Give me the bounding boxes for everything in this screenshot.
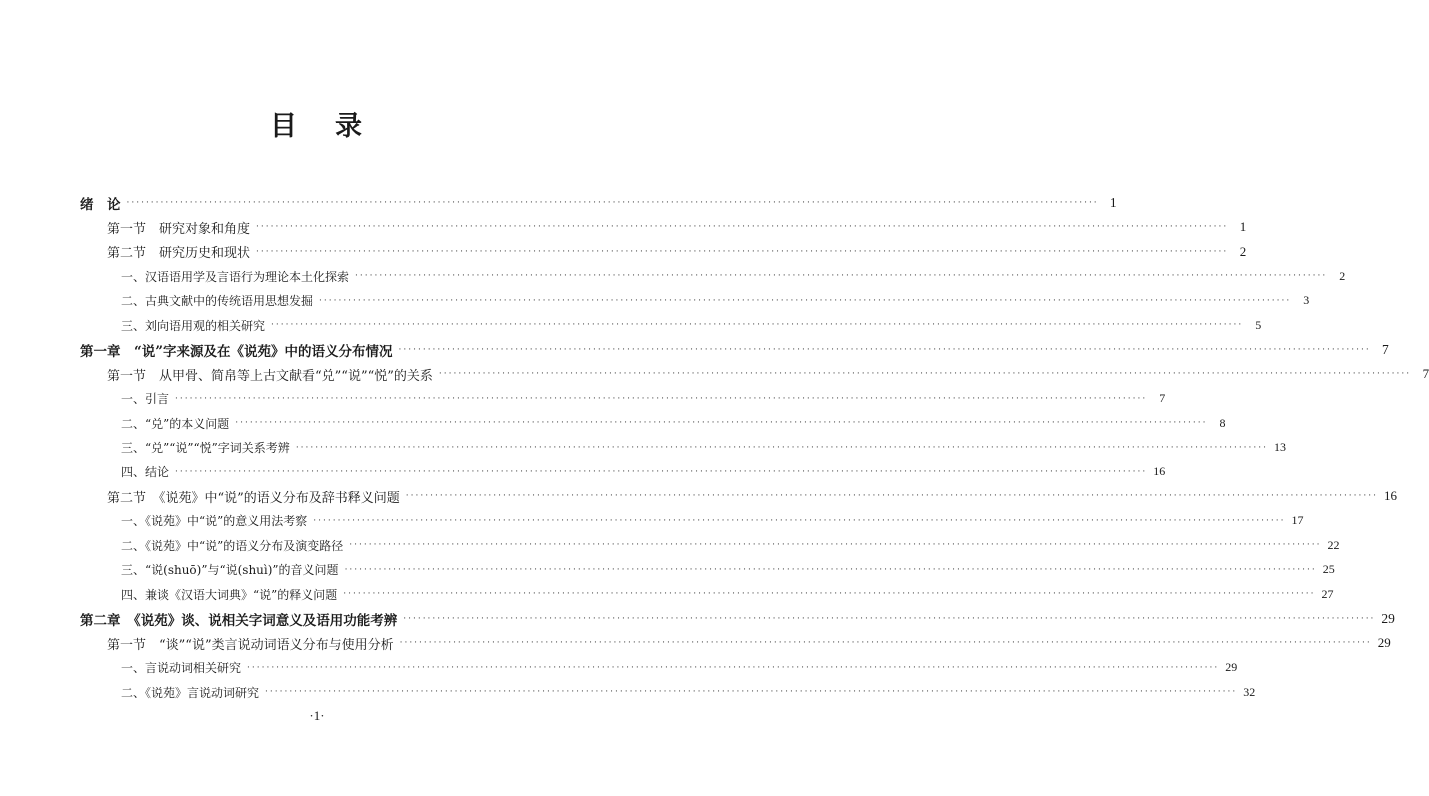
toc-entry-label: 第二章 《说苑》谈、说相关字词意义及语用功能考辨 xyxy=(80,612,398,629)
toc-entry-page: 22 xyxy=(1327,537,1340,552)
toc-entry-page: 7 xyxy=(1159,391,1166,406)
toc-entry xyxy=(0,217,1247,237)
toc-entry xyxy=(0,511,1304,531)
toc-entry-label: 二、《说苑》中“说”的语义分布及演变路径 xyxy=(121,538,344,553)
toc-entry xyxy=(0,560,1335,580)
toc-entry-label: 三、“兑”“说”“悦”字词关系考辨 xyxy=(121,441,290,455)
toc-entry-label: 三、刘向语用观的相关研究 xyxy=(121,318,266,333)
toc-dot-leader: ········································································································································································································ xyxy=(175,393,1148,404)
toc-entry-label: 第二节 《说苑》中“说”的语义分布及辞书释义问题 xyxy=(107,490,400,506)
toc-entry-label: 四、结论 xyxy=(121,465,170,480)
toc-entry xyxy=(0,389,1166,409)
toc-dot-leader: ········································································································································································································ xyxy=(319,295,1292,306)
toc-dot-leader: ········································································································································································································ xyxy=(256,222,1229,233)
page-number: ·1· xyxy=(309,708,325,723)
toc-entry-label: 二、《说苑》言说动词研究 xyxy=(121,685,260,700)
toc-dot-leader: ········································································································································································································ xyxy=(295,442,1268,453)
toc-entry-page: 7 xyxy=(1422,366,1429,382)
toc-entry-page: 29 xyxy=(1225,660,1238,675)
toc-dot-leader: ········································································································································································································ xyxy=(398,344,1371,355)
page-title xyxy=(0,104,634,143)
title-char-right: 录 xyxy=(335,111,364,142)
toc-entry-page: 25 xyxy=(1322,562,1335,577)
toc-dot-leader: ········································································································································································································ xyxy=(265,687,1238,697)
toc-entry xyxy=(0,413,1226,433)
toc-entry-label: 一、汉语语用学及言语行为理论本土化探索 xyxy=(121,269,350,284)
toc-dot-leader: ········································································································································································································ xyxy=(175,466,1148,477)
toc-entry-label: 第一章 “说”字来源及在《说苑》中的语义分布情况 xyxy=(80,343,393,360)
toc-entry xyxy=(0,462,1166,482)
toc-entry xyxy=(0,266,1346,286)
toc-dot-leader: ········································································································································································································ xyxy=(313,515,1286,526)
toc-entry-page: 16 xyxy=(1383,488,1397,504)
toc-dot-leader: ········································································································································································································ xyxy=(438,369,1412,380)
toc-entry xyxy=(0,535,1340,555)
toc-entry-page: 27 xyxy=(1321,586,1334,601)
toc-entry-page: 2 xyxy=(1239,243,1247,259)
toc-entry-label: 绪 论 xyxy=(80,197,121,213)
toc-entry-page: 17 xyxy=(1291,513,1304,528)
toc-entry xyxy=(0,682,1256,702)
toc-entry-page: 8 xyxy=(1219,415,1226,430)
toc-entry-page: 5 xyxy=(1255,317,1262,332)
toc-entry-page: 3 xyxy=(1303,293,1310,308)
toc-dot-leader: ········································································································································································································ xyxy=(355,271,1328,282)
toc-entry-label: 一、言说动词相关研究 xyxy=(121,661,242,676)
toc-entry-page: 16 xyxy=(1153,464,1166,479)
toc-entry-label: 四、兼谈《汉语大词典》“说”的释义问题 xyxy=(121,587,338,602)
toc-entry-label: 一、《说苑》中“说”的意义用法考察 xyxy=(121,514,308,529)
toc-entry xyxy=(0,609,1395,629)
toc-entry xyxy=(0,438,1286,458)
toc-dot-leader: ········································································································································································································ xyxy=(343,589,1316,600)
toc-entry-page: 7 xyxy=(1381,341,1389,357)
toc-entry xyxy=(0,633,1391,653)
toc-dot-leader: ········································································································································································································ xyxy=(349,540,1322,551)
toc-entry xyxy=(0,193,1117,213)
toc-dot-leader: ········································································································································································································ xyxy=(256,246,1229,257)
toc-entry xyxy=(0,364,1429,384)
toc-entry-page: 29 xyxy=(1377,635,1391,651)
toc-entry xyxy=(0,584,1334,604)
toc-entry xyxy=(0,315,1262,335)
toc-entry-label: 二、“兑”的本义问题 xyxy=(121,416,230,431)
toc-entry-label: 第一节 “谈”“说”类言说动词语义分布与使用分析 xyxy=(107,637,394,653)
toc-dot-leader: ········································································································································································································ xyxy=(403,613,1376,624)
title-char-left: 目 xyxy=(270,111,299,142)
toc-entry-label: 三、“说(shuō)”与“说(shuì)”的音义问题 xyxy=(121,563,339,578)
toc-entry-label: 第一节 研究对象和角度 xyxy=(107,221,251,237)
toc-dot-leader: ········································································································································································································ xyxy=(271,320,1244,331)
toc-entry-label: 二、古典文献中的传统语用思想发掘 xyxy=(121,294,314,309)
toc-entry xyxy=(0,291,1310,311)
toc-dot-leader: ········································································································································································································ xyxy=(247,662,1220,673)
toc-entry-page: 2 xyxy=(1339,268,1346,283)
toc-dot-leader: ········································································································································································································ xyxy=(235,418,1208,429)
toc-entry xyxy=(0,340,1389,360)
toc-dot-leader: ········································································································································································································ xyxy=(126,198,1099,208)
toc-entry-page: 32 xyxy=(1243,684,1256,699)
toc-dot-leader: ········································································································································································································ xyxy=(399,638,1372,649)
toc-entry-page: 13 xyxy=(1273,440,1286,454)
toc-entry xyxy=(0,486,1397,506)
toc-dot-leader: ········································································································································································································ xyxy=(405,491,1378,502)
toc-entry xyxy=(0,658,1238,678)
toc-entry-label: 第一节 从甲骨、简帛等上古文献看“兑”“说”“悦”的关系 xyxy=(107,368,433,384)
toc-entry-label: 第二节 研究历史和现状 xyxy=(107,246,251,262)
toc-entry-page: 1 xyxy=(1109,195,1117,210)
toc-dot-leader: ········································································································································································································ xyxy=(344,564,1317,575)
toc-entry xyxy=(0,242,1247,262)
toc-entry-page: 29 xyxy=(1381,610,1395,626)
toc-entry-page: 1 xyxy=(1239,219,1247,235)
toc-entry-label: 一、引言 xyxy=(121,392,170,407)
